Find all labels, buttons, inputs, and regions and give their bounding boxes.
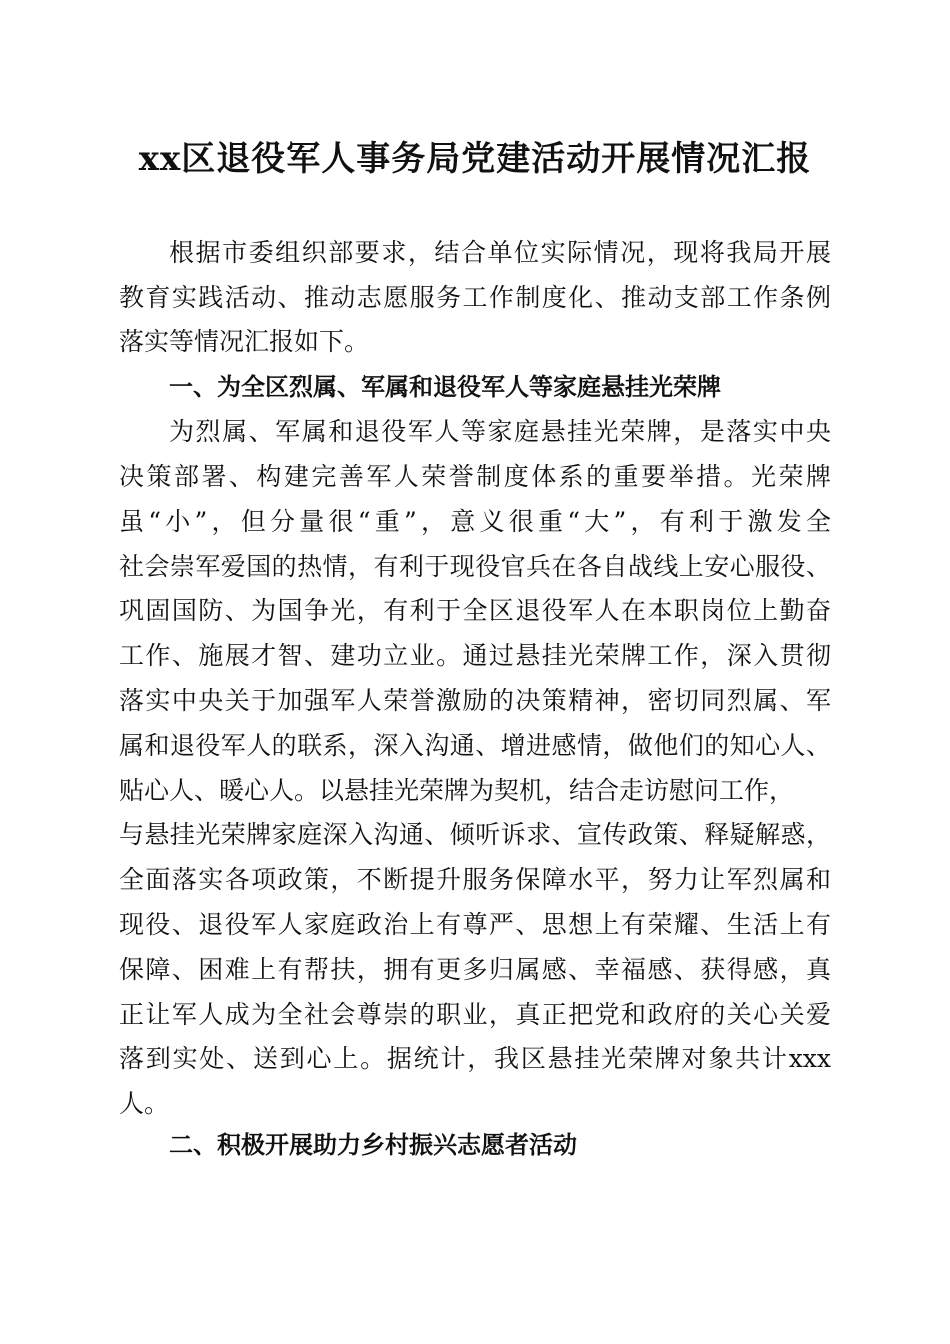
section-1-line: 保障、困难上有帮扶，拥有更多归属感、幸福感、获得感，真 bbox=[119, 955, 831, 984]
section-1-line: 虽“小”，但分量很“重”，意义很重“大”，有利于激发全 bbox=[119, 507, 831, 536]
intro-line: 落实等情况汇报如下。 bbox=[119, 327, 370, 356]
section-1-line: 人。 bbox=[119, 1089, 170, 1118]
section-1-line: 为烈属、军属和退役军人等家庭悬挂光荣牌，是落实中央 bbox=[169, 417, 831, 446]
section-1-line: 巩固国防、为国争光，有利于全区退役军人在本职岗位上勤奋 bbox=[119, 596, 831, 625]
section-1-heading: 一、为全区烈属、军属和退役军人等家庭悬挂光荣牌 bbox=[169, 373, 721, 401]
section-1-line: 落实中央关于加强军人荣誉激励的决策精神，密切同烈属、军 bbox=[119, 686, 831, 715]
section-2-heading: 二、积极开展助力乡村振兴志愿者活动 bbox=[169, 1131, 577, 1159]
section-1-line: 决策部署、构建完善军人荣誉制度体系的重要举措。光荣牌 bbox=[119, 462, 831, 491]
document-title: xx区退役军人事务局党建活动开展情况汇报 bbox=[138, 139, 812, 179]
section-1-line: 现役、退役军人家庭政治上有尊严、思想上有荣耀、生活上有 bbox=[119, 910, 831, 939]
section-1-line: 与悬挂光荣牌家庭深入沟通、倾听诉求、宣传政策、释疑解惑， bbox=[119, 820, 831, 849]
section-1-line: 工作、施展才智、建功立业。通过悬挂光荣牌工作，深入贯彻 bbox=[119, 641, 831, 670]
section-1-line: 贴心人、暖心人。以悬挂光荣牌为契机，结合走访慰问工作， bbox=[119, 776, 795, 805]
section-1-line: 全面落实各项政策，不断提升服务保障水平，努力让军烈属和 bbox=[119, 865, 831, 894]
section-1-line: 属和退役军人的联系，深入沟通、增进感情，做他们的知心人、 bbox=[119, 731, 831, 760]
intro-line: 根据市委组织部要求，结合单位实际情况，现将我局开展 bbox=[169, 238, 831, 267]
section-1-line: 社会崇军爱国的热情，有利于现役官兵在各自战线上安心服役、 bbox=[119, 552, 831, 581]
section-1-line: 落到实处、送到心上。据统计，我区悬挂光荣牌对象共计xxx bbox=[119, 1044, 831, 1073]
intro-line: 教育实践活动、推动志愿服务工作制度化、推动支部工作条例 bbox=[119, 283, 831, 312]
section-1-line: 正让军人成为全社会尊崇的职业，真正把党和政府的关心关爱 bbox=[119, 1000, 831, 1029]
